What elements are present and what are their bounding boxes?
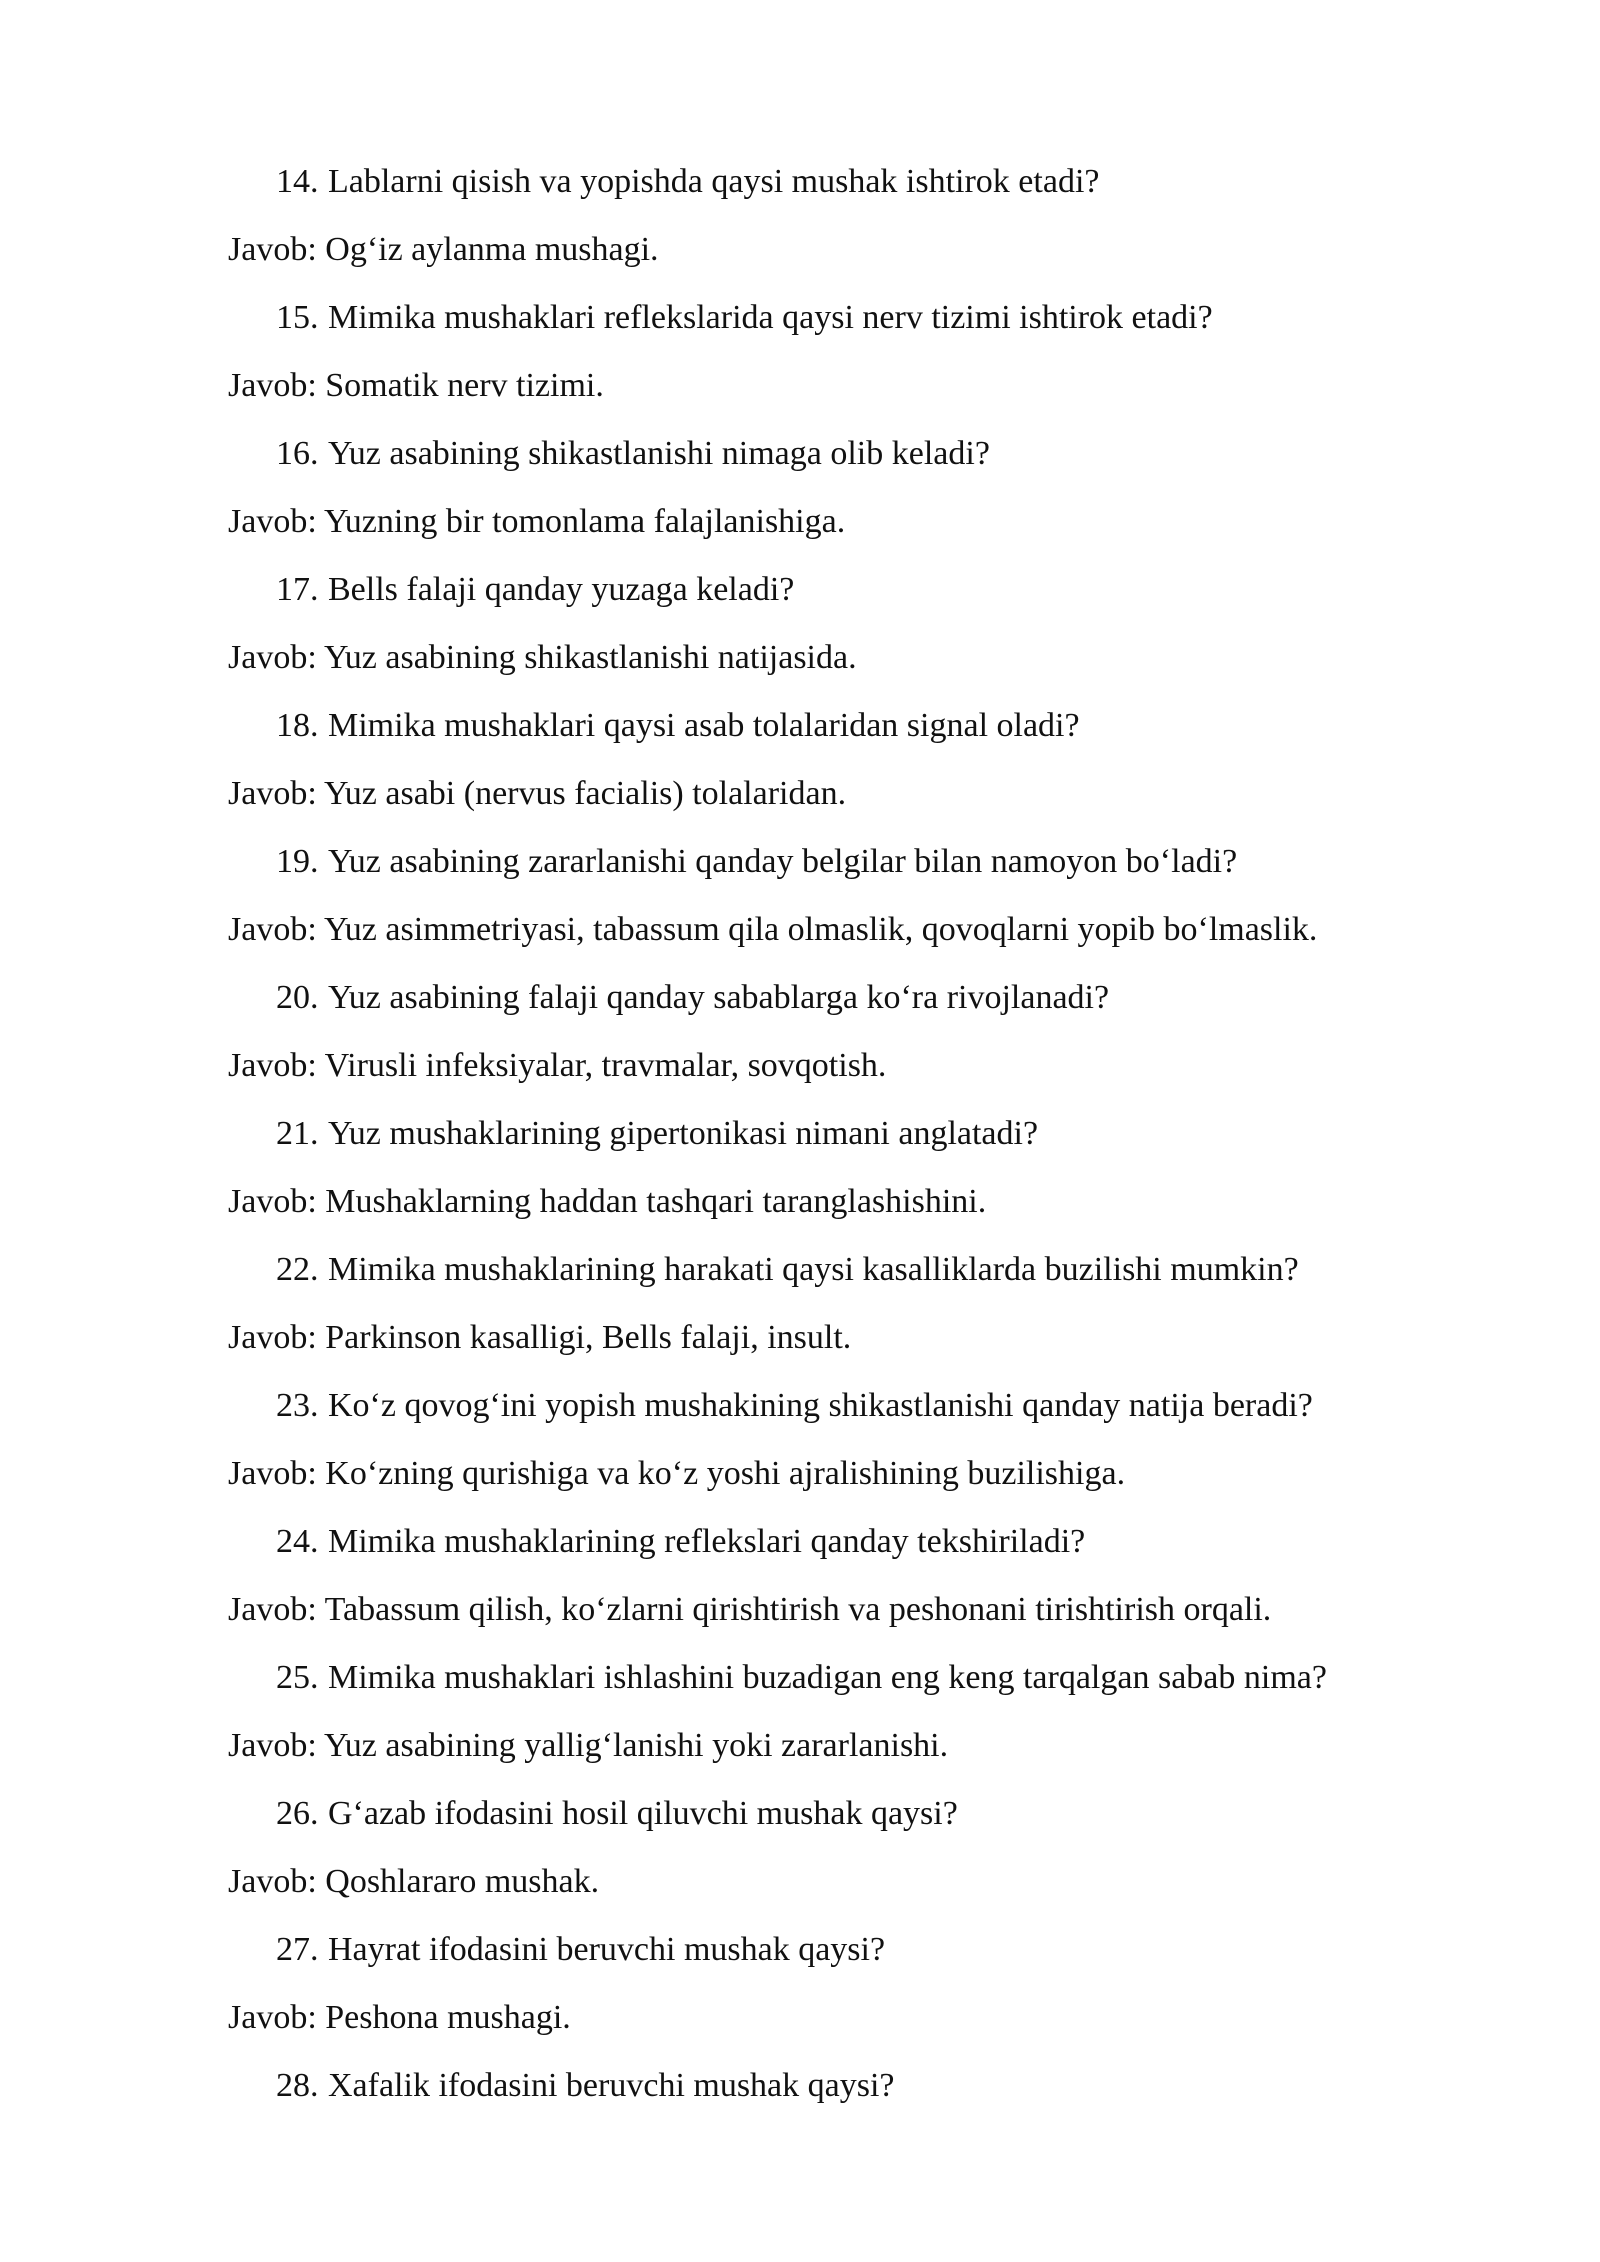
question-text: Yuz asabining shikastlanishi nimaga olib keladi? [328,435,990,472]
answer-25: Javob: Yuz asabining yallig‘lanishi yoki zararlanishi. [228,1727,949,1764]
answer-14: Javob: Og‘iz aylanma mushagi. [228,231,659,268]
question-number: 14. [276,163,319,200]
question-text: Yuz mushaklarining gipertonikasi nimani anglatadi? [328,1115,1039,1152]
question-25 [228,1644,1488,1712]
question-19 [228,828,1488,896]
question-16 [228,420,1488,488]
question-text: Mimika mushaklari reflekslarida qaysi nerv tizimi ishtirok etadi? [328,299,1213,336]
question-text: Yuz asabining zararlanishi qanday belgilar bilan namoyon bo‘ladi? [328,843,1238,880]
question-text: Lablarni qisish va yopishda qaysi mushak ishtirok etadi? [328,163,1100,200]
question-text: G‘azab ifodasini hosil qiluvchi mushak qaysi? [328,1795,958,1832]
question-text: Mimika mushaklari qaysi asab tolalaridan signal oladi? [328,707,1080,744]
answer-26: Javob: Qoshlararo mushak. [228,1863,600,1900]
question-number: 23. [276,1387,319,1424]
question-text: Bells falaji qanday yuzaga keladi? [328,571,795,608]
answer-22: Javob: Parkinson kasalligi, Bells falaji, insult. [228,1319,852,1356]
question-14 [228,148,1488,216]
question-number: 19. [276,843,319,880]
question-number: 21. [276,1115,319,1152]
answer-23: Javob: Ko‘zning qurishiga va ko‘z yoshi ajralishining buzilishiga. [228,1455,1126,1492]
answer-24: Javob: Tabassum qilish, ko‘zlarni qirishtirish va peshonani tirishtirish orqali. [228,1591,1272,1628]
question-number: 20. [276,979,319,1016]
question-number: 18. [276,707,319,744]
question-26 [228,1780,1488,1848]
question-text: Yuz asabining falaji qanday sabablarga ko‘ra rivojlanadi? [328,979,1110,1016]
answer-20: Javob: Virusli infeksiyalar, travmalar, sovqotish. [228,1047,887,1084]
question-text: Ko‘z qovog‘ini yopish mushakining shikastlanishi qanday natija beradi? [328,1387,1313,1424]
question-27 [228,1916,1488,1984]
answer-18: Javob: Yuz asabi (nervus facialis) tolalaridan. [228,775,847,812]
question-15 [228,284,1488,352]
answer-19: Javob: Yuz asimmetriyasi, tabassum qila olmaslik, qovoqlarni yopib bo‘lmaslik. [228,911,1318,948]
answer-27: Javob: Peshona mushagi. [228,1999,571,2036]
question-23 [228,1372,1488,1440]
question-22 [228,1236,1488,1304]
question-number: 17. [276,571,319,608]
question-number: 15. [276,299,319,336]
question-18 [228,692,1488,760]
qa-list [228,148,1488,2120]
question-text: Xafalik ifodasini beruvchi mushak qaysi? [328,2067,895,2104]
question-number: 28. [276,2067,319,2104]
question-number: 16. [276,435,319,472]
question-text: Mimika mushaklarining harakati qaysi kasalliklarda buzilishi mumkin? [328,1251,1299,1288]
answer-15: Javob: Somatik nerv tizimi. [228,367,604,404]
question-24 [228,1508,1488,1576]
question-text: Mimika mushaklarining reflekslari qanday tekshiriladi? [328,1523,1086,1560]
question-number: 26. [276,1795,319,1832]
question-20 [228,964,1488,1032]
question-21 [228,1100,1488,1168]
question-text: Hayrat ifodasini beruvchi mushak qaysi? [328,1931,886,1968]
answer-17: Javob: Yuz asabining shikastlanishi natijasida. [228,639,857,676]
question-number: 27. [276,1931,319,1968]
question-28 [228,2052,1488,2120]
question-number: 25. [276,1659,319,1696]
question-text: Mimika mushaklari ishlashini buzadigan eng keng tarqalgan sabab nima? [328,1659,1327,1696]
question-17 [228,556,1488,624]
answer-21: Javob: Mushaklarning haddan tashqari taranglashishini. [228,1183,987,1220]
question-number: 22. [276,1251,319,1288]
answer-16: Javob: Yuzning bir tomonlama falajlanishiga. [228,503,846,540]
question-number: 24. [276,1523,319,1560]
